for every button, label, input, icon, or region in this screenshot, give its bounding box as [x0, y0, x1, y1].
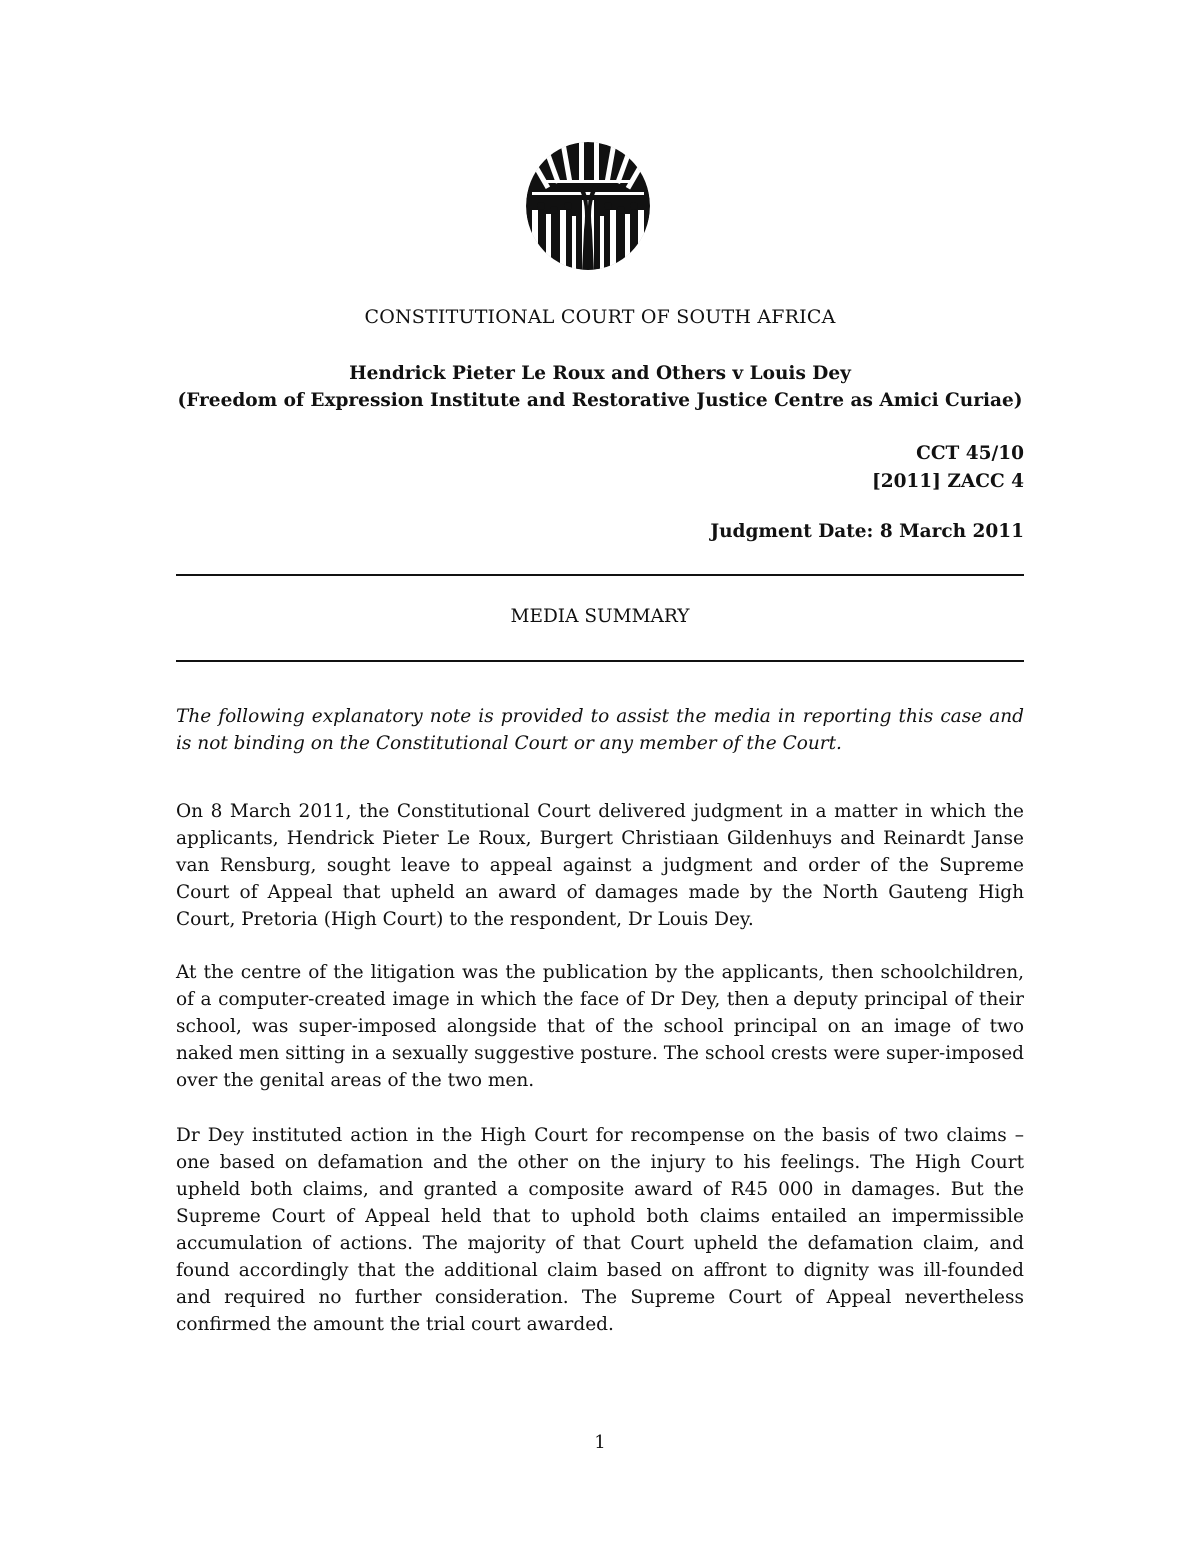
- section-title: MEDIA SUMMARY: [510, 606, 690, 627]
- case-reference-block: [872, 440, 1024, 496]
- case-title: Hendrick Pieter Le Roux and Others v Louis Dey: [349, 363, 851, 384]
- case-subtitle: (Freedom of Expression Institute and Restorative Justice Centre as Amici Curiae): [177, 390, 1023, 411]
- horizontal-rule-bottom: [176, 660, 1024, 662]
- horizontal-rule-top: [176, 574, 1024, 576]
- case-citation: [2011] ZACC 4: [871, 471, 1024, 492]
- explanatory-note: The following explanatory note is provided to assist the media in reporting this case and is not binding on the Constitutional Court or any member of the Court.: [176, 706, 1024, 754]
- body-paragraph: On 8 March 2011, the Constitutional Court delivered judgment in a matter in which the applicants, Hendrick Pieter Le Roux, Burgert Christiaan Gildenhuys and Reinardt Janse van Rensburg, sought leave to appeal against a judgment and order of the Supreme Court of Appeal that upheld an award of damages made by the North Gauteng High Court, Pretoria (High Court) to the respondent, Dr Louis Dey.: [176, 801, 1024, 930]
- document-page: [176, 0, 1024, 1553]
- body-paragraph: At the centre of the litigation was the publication by the applicants, then schoolchildren, of a computer-created image in which the face of Dr Dey, then a deputy principal of their school, was super-imposed alongside that of the school principal on an image of two naked men sitting in a sexually suggestive posture. The school crests were super-imposed over the genital areas of the two men.: [176, 962, 1024, 1091]
- case-title-block: [146, 360, 1054, 414]
- body-paragraph: Dr Dey instituted action in the High Court for recompense on the basis of two claims – one based on defamation and the other on the injury to his feelings. The High Court upheld both claims, and granted a composite award of R45 000 in damages. But the Supreme Court of Appeal held that to uphold both claims entailed an impermissible accumulation of actions. The majority of that Court upheld the defamation claim, and found accordingly that the additional claim based on affront to dignity was ill-founded and required no further consideration. The Supreme Court of Appeal nevertheless confirmed the amount the trial court awarded.: [176, 1125, 1024, 1335]
- court-name: CONSTITUTIONAL COURT OF SOUTH AFRICA: [364, 306, 836, 328]
- judgment-date: Judgment Date: 8 March 2011: [710, 521, 1024, 542]
- page-number: 1: [594, 1432, 606, 1453]
- constitutional-court-tree-logo-icon: [524, 140, 652, 272]
- case-number: CCT 45/10: [916, 443, 1024, 464]
